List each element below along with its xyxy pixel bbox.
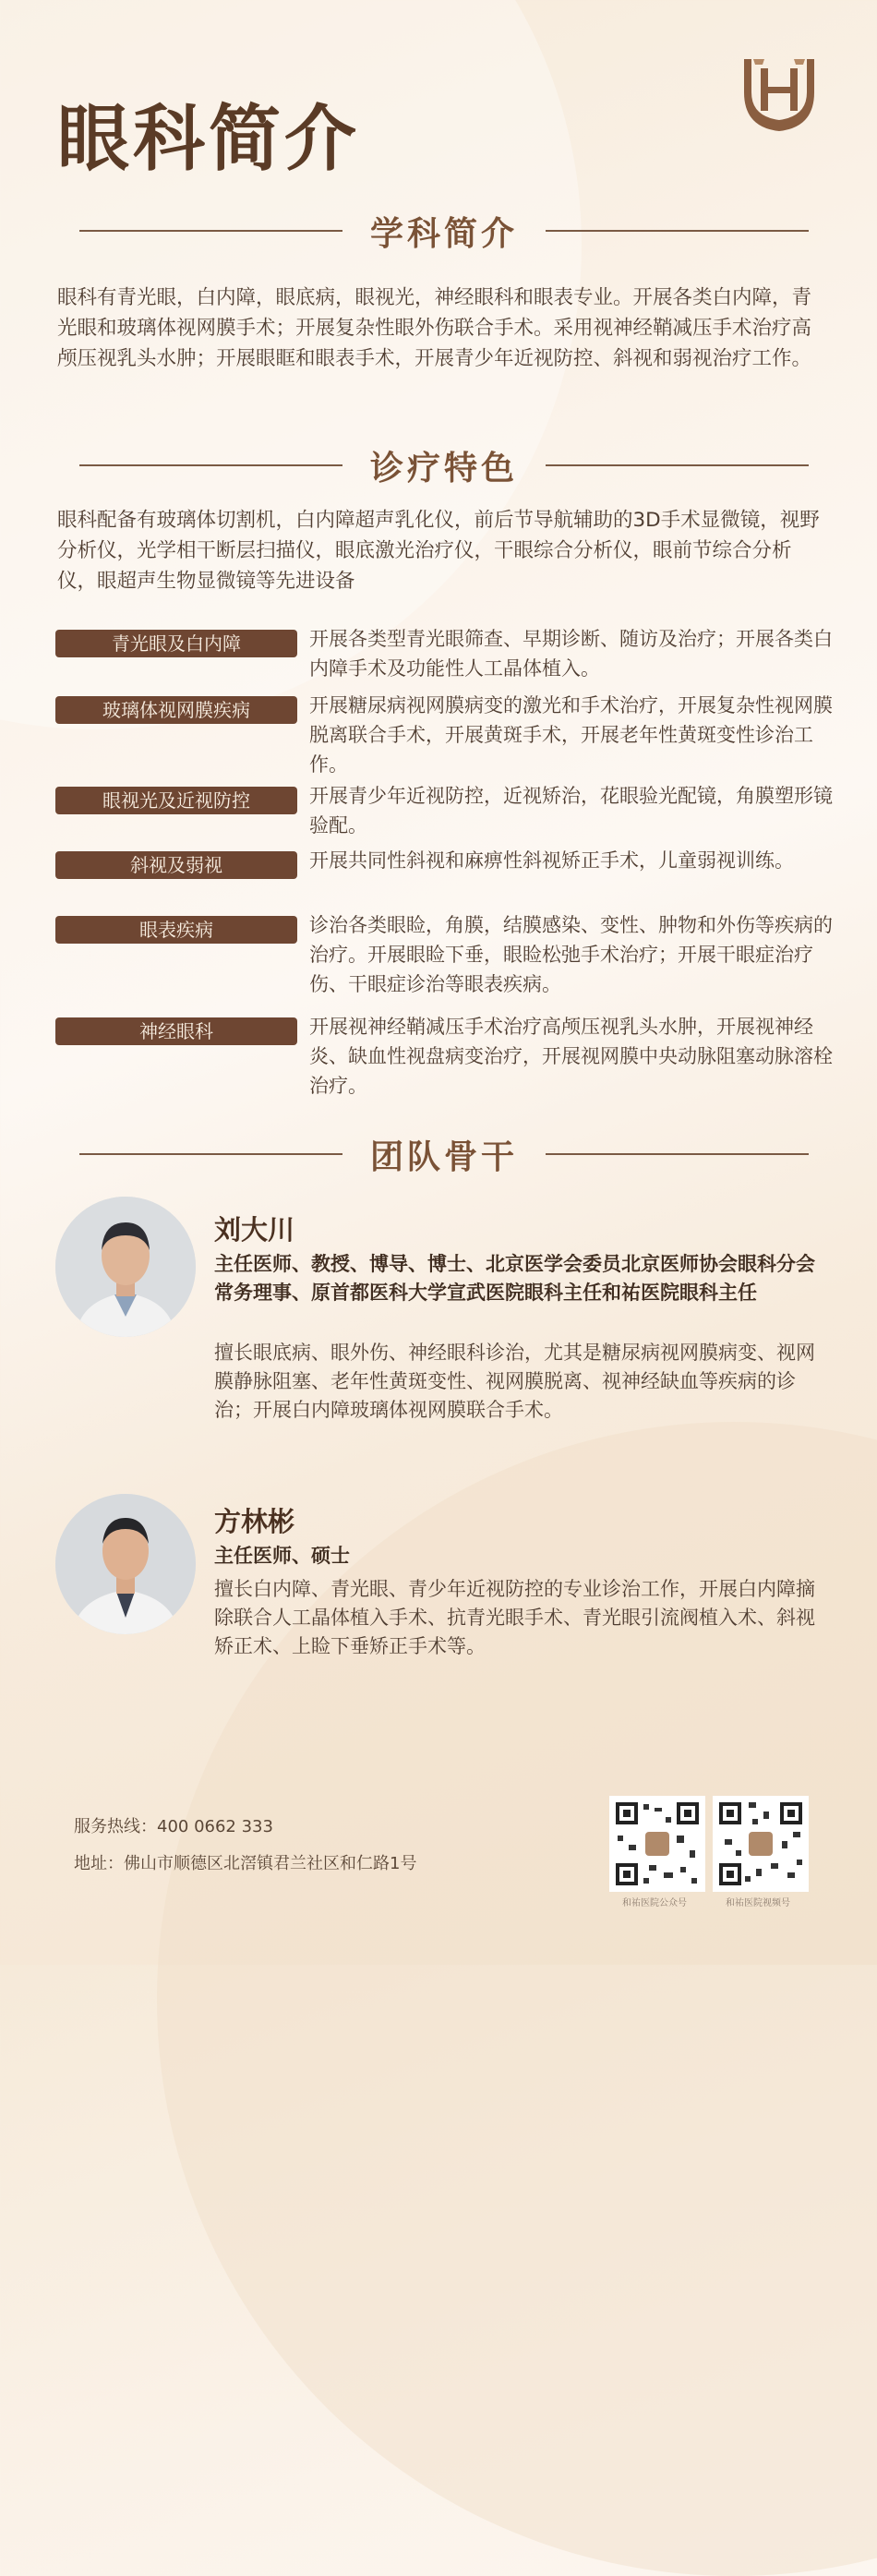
feature-desc: 诊治各类眼睑，角膜，结膜感染、变性、肿物和外伤等疾病的治疗。开展眼睑下垂，眼睑松弛手术治疗；开展干眼症治疗伤、干眼症诊治等眼表疾病。 — [309, 914, 833, 995]
hotline: 服务热线：400 0662 333 — [74, 1817, 273, 1836]
doctor-photo — [55, 1197, 196, 1337]
page-title: 眼科简介 — [57, 97, 361, 181]
qr-caption: 和祐医院视频号 — [726, 1898, 790, 1908]
feature-tag: 眼表疾病 — [55, 916, 297, 944]
section-heading-intro: 学科简介 — [79, 209, 809, 253]
doctor-name: 方林彬 — [214, 1506, 295, 1537]
doctor-card — [55, 1494, 831, 1669]
feature-tag: 青光眼及白内障 — [55, 630, 297, 657]
feature-tag: 斜视及弱视 — [55, 851, 297, 879]
qr-code — [609, 1796, 705, 1892]
feature-desc: 开展糖尿病视网膜病变的激光和手术治疗，开展复杂性视网膜脱离联合手术，开展黄斑手术，开展老年性黄斑变性诊治工作。 — [309, 694, 833, 776]
feature-tag: 神经眼科 — [55, 1017, 297, 1045]
feature-desc: 开展各类型青光眼筛查、早期诊断、随访及治疗；开展各类白内障手术及功能性人工晶体植入。 — [309, 628, 833, 680]
doctor-title: 主任医师、教授、博导、博士、北京医学会委员北京医师协会眼科分会常务理事、原首都医科大学宣武医院眼科主任和祐医院眼科主任 — [214, 1253, 815, 1304]
section-heading-features: 诊疗特色 — [79, 443, 809, 488]
divider — [546, 230, 809, 232]
qr-code — [713, 1796, 809, 1892]
feature-tag: 眼视光及近视防控 — [55, 787, 297, 814]
hospital-logo-icon — [737, 55, 822, 133]
doctor-desc: 擅长白内障、青光眼、青少年近视防控的专业诊治工作，开展白内障摘除联合人工晶体植入手术、抗青光眼手术、青光眼引流阀植入术、斜视矫正术、上睑下垂矫正手术等。 — [214, 1578, 815, 1657]
doctor-card — [55, 1197, 831, 1474]
divider — [546, 464, 809, 466]
address: 地址：佛山市顺德区北滘镇君兰社区和仁路1号 — [74, 1854, 417, 1873]
intro-text: 眼科有青光眼，白内障，眼底病，眼视光，神经眼科和眼表专业。开展各类白内障，青光眼和玻璃体视网膜手术；开展复杂性眼外伤联合手术。采用视神经鞘减压手术治疗高颅压视乳头水肿；开展眼眶和眼表手术，开展青少年近视防控、斜视和弱视治疗工作。 — [57, 286, 812, 370]
divider — [546, 1153, 809, 1155]
doctor-title: 主任医师、硕士 — [214, 1545, 350, 1567]
divider — [79, 230, 342, 232]
doctor-photo — [55, 1494, 196, 1634]
feature-tag: 玻璃体视网膜疾病 — [55, 696, 297, 724]
section-heading-team: 团队骨干 — [79, 1132, 809, 1176]
qr-caption: 和祐医院公众号 — [622, 1898, 687, 1908]
divider — [79, 1153, 342, 1155]
feature-desc: 开展视神经鞘减压手术治疗高颅压视乳头水肿，开展视神经炎、缺血性视盘病变治疗，开展视网膜中央动脉阻塞动脉溶栓治疗。 — [309, 1016, 833, 1097]
feature-desc: 开展青少年近视防控，近视矫治，花眼验光配镜，角膜塑形镜验配。 — [309, 785, 833, 837]
feature-desc: 开展共同性斜视和麻痹性斜视矫正手术，儿童弱视训练。 — [309, 849, 794, 872]
doctor-name: 刘大川 — [214, 1214, 295, 1246]
divider — [79, 464, 342, 466]
features-text: 眼科配备有玻璃体切割机，白内障超声乳化仪，前后节导航辅助的3D手术显微镜，视野分析仪，光学相干断层扫描仪，眼底激光治疗仪，干眼综合分析仪，眼前节综合分析仪，眼超声生物显微镜等先进设备 — [57, 509, 820, 593]
doctor-desc: 擅长眼底病、眼外伤、神经眼科诊治，尤其是糖尿病视网膜病变、视网膜静脉阻塞、老年性黄斑变性、视网膜脱离、视神经缺血等疾病的诊治；开展白内障玻璃体视网膜联合手术。 — [214, 1342, 815, 1421]
